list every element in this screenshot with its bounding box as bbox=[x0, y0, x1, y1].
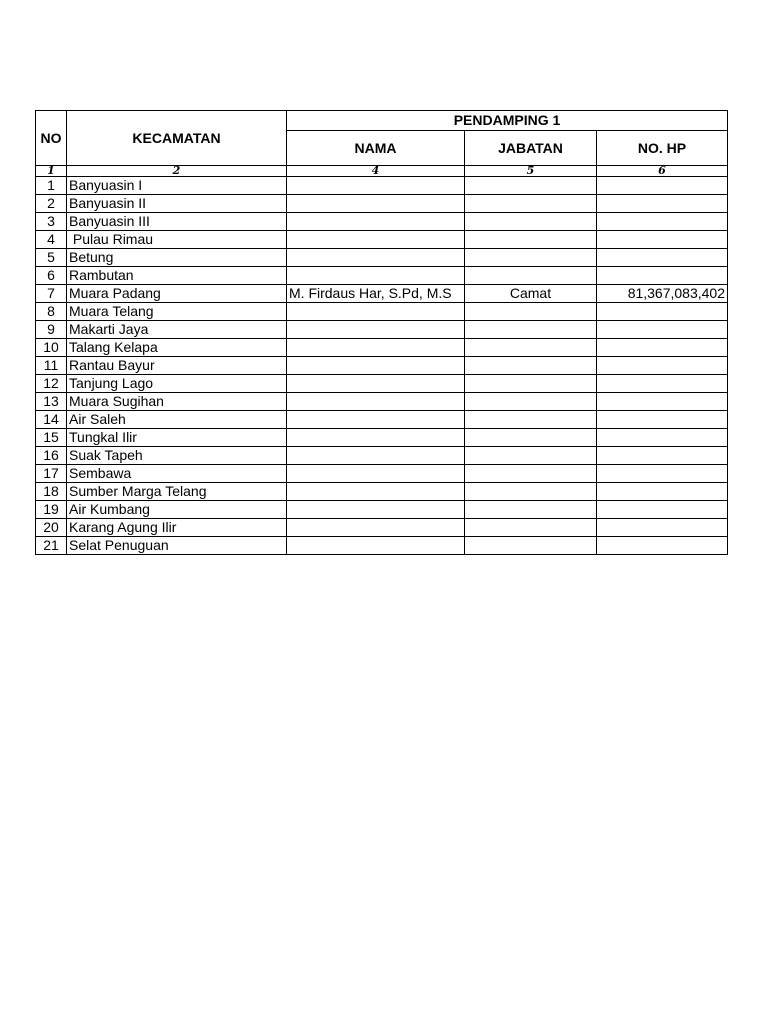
column-index-cell: 4 bbox=[287, 166, 465, 177]
cell-nama[interactable] bbox=[287, 303, 465, 321]
cell-no-hp[interactable] bbox=[597, 321, 728, 339]
cell-kecamatan[interactable]: Tungkal Ilir bbox=[67, 429, 287, 447]
table-row bbox=[36, 303, 728, 321]
cell-jabatan[interactable]: Camat bbox=[465, 285, 597, 303]
cell-jabatan[interactable] bbox=[465, 393, 597, 411]
cell-jabatan[interactable] bbox=[465, 429, 597, 447]
table-row bbox=[36, 231, 728, 249]
cell-no[interactable]: 18 bbox=[36, 483, 67, 501]
cell-kecamatan[interactable]: Sumber Marga Telang bbox=[67, 483, 287, 501]
cell-nama[interactable] bbox=[287, 357, 465, 375]
cell-jabatan[interactable] bbox=[465, 303, 597, 321]
cell-nama[interactable] bbox=[287, 231, 465, 249]
cell-jabatan[interactable] bbox=[465, 249, 597, 267]
cell-nama[interactable] bbox=[287, 483, 465, 501]
column-index-cell: 5 bbox=[465, 166, 597, 177]
cell-jabatan[interactable] bbox=[465, 447, 597, 465]
cell-jabatan[interactable] bbox=[465, 501, 597, 519]
cell-kecamatan[interactable]: Pulau Rimau bbox=[67, 231, 287, 249]
cell-no-hp[interactable] bbox=[597, 393, 728, 411]
cell-no[interactable]: 9 bbox=[36, 321, 67, 339]
header-row-top bbox=[36, 111, 728, 131]
table-row bbox=[36, 195, 728, 213]
cell-no[interactable]: 4 bbox=[36, 231, 67, 249]
cell-nama[interactable] bbox=[287, 249, 465, 267]
cell-nama[interactable] bbox=[287, 519, 465, 537]
cell-jabatan[interactable] bbox=[465, 213, 597, 231]
cell-no-hp[interactable] bbox=[597, 303, 728, 321]
cell-nama[interactable] bbox=[287, 501, 465, 519]
cell-jabatan[interactable] bbox=[465, 519, 597, 537]
cell-no[interactable]: 7 bbox=[36, 285, 67, 303]
column-index-cell: 1 bbox=[36, 166, 67, 177]
cell-no[interactable]: 14 bbox=[36, 411, 67, 429]
cell-no[interactable]: 21 bbox=[36, 537, 67, 555]
cell-nama[interactable] bbox=[287, 429, 465, 447]
cell-nama[interactable] bbox=[287, 213, 465, 231]
cell-jabatan[interactable] bbox=[465, 321, 597, 339]
header-pendamping-group: PENDAMPING 1 bbox=[287, 111, 728, 131]
cell-jabatan[interactable] bbox=[465, 231, 597, 249]
cell-no[interactable]: 17 bbox=[36, 465, 67, 483]
cell-kecamatan[interactable]: Rambutan bbox=[67, 267, 287, 285]
header-jabatan: JABATAN bbox=[465, 131, 597, 166]
table-row bbox=[36, 357, 728, 375]
table-row bbox=[36, 375, 728, 393]
pendamping-table bbox=[35, 110, 728, 555]
cell-kecamatan[interactable]: Banyuasin III bbox=[67, 213, 287, 231]
column-index-row bbox=[36, 166, 728, 177]
table-row bbox=[36, 447, 728, 465]
cell-no[interactable]: 20 bbox=[36, 519, 67, 537]
cell-jabatan[interactable] bbox=[465, 177, 597, 195]
column-index-cell: 2 bbox=[67, 166, 287, 177]
cell-kecamatan[interactable]: Muara Sugihan bbox=[67, 393, 287, 411]
cell-no[interactable]: 1 bbox=[36, 177, 67, 195]
table-row bbox=[36, 537, 728, 555]
table-row bbox=[36, 483, 728, 501]
cell-kecamatan[interactable]: Muara Telang bbox=[67, 303, 287, 321]
cell-kecamatan[interactable]: Talang Kelapa bbox=[67, 339, 287, 357]
table-row bbox=[36, 285, 728, 303]
cell-no-hp[interactable] bbox=[597, 429, 728, 447]
table-body bbox=[36, 177, 728, 555]
cell-no[interactable]: 6 bbox=[36, 267, 67, 285]
table-row bbox=[36, 267, 728, 285]
cell-kecamatan[interactable]: Rantau Bayur bbox=[67, 357, 287, 375]
cell-jabatan[interactable] bbox=[465, 375, 597, 393]
cell-no[interactable]: 15 bbox=[36, 429, 67, 447]
table-row bbox=[36, 519, 728, 537]
cell-no[interactable]: 11 bbox=[36, 357, 67, 375]
cell-kecamatan[interactable]: Muara Padang bbox=[67, 285, 287, 303]
cell-kecamatan[interactable]: Suak Tapeh bbox=[67, 447, 287, 465]
header-no: NO bbox=[36, 111, 67, 166]
cell-no-hp[interactable] bbox=[597, 501, 728, 519]
cell-nama[interactable] bbox=[287, 537, 465, 555]
cell-no-hp[interactable] bbox=[597, 519, 728, 537]
header-no-hp: NO. HP bbox=[597, 131, 728, 166]
table-row bbox=[36, 321, 728, 339]
cell-nama[interactable] bbox=[287, 375, 465, 393]
cell-nama[interactable] bbox=[287, 393, 465, 411]
cell-no-hp[interactable] bbox=[597, 177, 728, 195]
header-nama: NAMA bbox=[287, 131, 465, 166]
cell-kecamatan[interactable]: Banyuasin II bbox=[67, 195, 287, 213]
table-row bbox=[36, 213, 728, 231]
table-row bbox=[36, 501, 728, 519]
table-row bbox=[36, 411, 728, 429]
cell-kecamatan[interactable]: Sembawa bbox=[67, 465, 287, 483]
table-row bbox=[36, 177, 728, 195]
cell-no-hp[interactable] bbox=[597, 231, 728, 249]
cell-kecamatan[interactable]: Makarti Jaya bbox=[67, 321, 287, 339]
table-row bbox=[36, 393, 728, 411]
cell-no[interactable]: 19 bbox=[36, 501, 67, 519]
header-kecamatan: KECAMATAN bbox=[67, 111, 287, 166]
cell-nama[interactable] bbox=[287, 321, 465, 339]
cell-no-hp[interactable] bbox=[597, 249, 728, 267]
cell-nama[interactable] bbox=[287, 465, 465, 483]
table-row bbox=[36, 249, 728, 267]
cell-no-hp[interactable] bbox=[597, 213, 728, 231]
cell-jabatan[interactable] bbox=[465, 195, 597, 213]
table-row bbox=[36, 429, 728, 447]
column-index-cell: 6 bbox=[597, 166, 728, 177]
cell-no-hp[interactable] bbox=[597, 339, 728, 357]
cell-jabatan[interactable] bbox=[465, 465, 597, 483]
cell-kecamatan[interactable]: Betung bbox=[67, 249, 287, 267]
cell-no-hp[interactable] bbox=[597, 537, 728, 555]
cell-jabatan[interactable] bbox=[465, 537, 597, 555]
cell-no-hp[interactable]: 81,367,083,402 bbox=[597, 285, 728, 303]
cell-kecamatan[interactable]: Selat Penuguan bbox=[67, 537, 287, 555]
cell-no[interactable]: 8 bbox=[36, 303, 67, 321]
table-row bbox=[36, 465, 728, 483]
cell-jabatan[interactable] bbox=[465, 483, 597, 501]
table-row bbox=[36, 339, 728, 357]
cell-no-hp[interactable] bbox=[597, 411, 728, 429]
cell-no-hp[interactable] bbox=[597, 465, 728, 483]
cell-no-hp[interactable] bbox=[597, 357, 728, 375]
cell-no[interactable]: 13 bbox=[36, 393, 67, 411]
cell-kecamatan[interactable]: Banyuasin I bbox=[67, 177, 287, 195]
cell-nama[interactable] bbox=[287, 447, 465, 465]
cell-nama[interactable] bbox=[287, 195, 465, 213]
cell-no[interactable]: 10 bbox=[36, 339, 67, 357]
cell-jabatan[interactable] bbox=[465, 267, 597, 285]
cell-nama[interactable] bbox=[287, 339, 465, 357]
cell-nama[interactable] bbox=[287, 177, 465, 195]
cell-jabatan[interactable] bbox=[465, 339, 597, 357]
cell-no[interactable]: 3 bbox=[36, 213, 67, 231]
cell-nama[interactable] bbox=[287, 411, 465, 429]
cell-nama[interactable] bbox=[287, 267, 465, 285]
cell-no-hp[interactable] bbox=[597, 195, 728, 213]
cell-no[interactable]: 16 bbox=[36, 447, 67, 465]
cell-no[interactable]: 5 bbox=[36, 249, 67, 267]
cell-no-hp[interactable] bbox=[597, 447, 728, 465]
cell-kecamatan[interactable]: Karang Agung Ilir bbox=[67, 519, 287, 537]
cell-jabatan[interactable] bbox=[465, 411, 597, 429]
cell-kecamatan[interactable]: Air Saleh bbox=[67, 411, 287, 429]
cell-no[interactable]: 2 bbox=[36, 195, 67, 213]
cell-no-hp[interactable] bbox=[597, 483, 728, 501]
cell-no-hp[interactable] bbox=[597, 375, 728, 393]
cell-kecamatan[interactable]: Tanjung Lago bbox=[67, 375, 287, 393]
cell-nama[interactable]: M. Firdaus Har, S.Pd, M.S bbox=[287, 285, 465, 303]
cell-no-hp[interactable] bbox=[597, 267, 728, 285]
cell-jabatan[interactable] bbox=[465, 357, 597, 375]
cell-kecamatan[interactable]: Air Kumbang bbox=[67, 501, 287, 519]
cell-no[interactable]: 12 bbox=[36, 375, 67, 393]
